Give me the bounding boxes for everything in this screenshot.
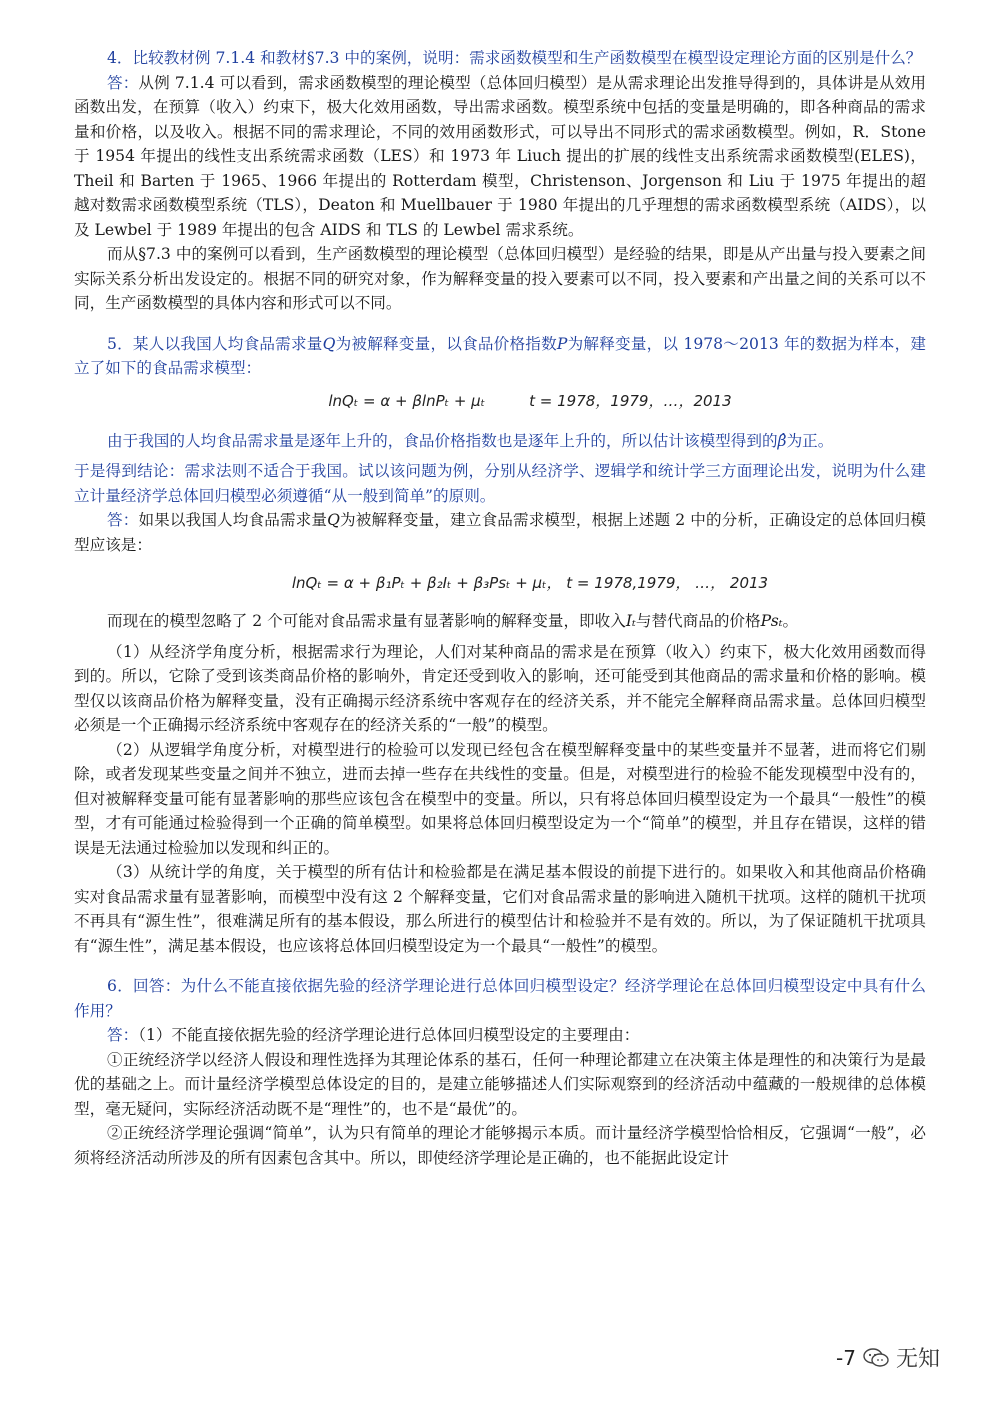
var-ps: Psₜ (760, 612, 783, 630)
answer-5-para-2 (74, 609, 926, 634)
answer-6-reason-2: ②正统经济学理论强调“简单”，认为只有简单的理论才能够揭示本质。而计量经济学模型恰恰相反，它强调“一般”，必须将经济活动所涉及的所有因素包含其中。所以，即使经济学理论是正确的，也不能据此设定计 (74, 1124, 926, 1167)
question-5-part-2 (74, 429, 926, 454)
answer-5-point-2: （2）从逻辑学角度分析，对模型进行的检验可以发现已经包含在模型解释变量中的某些变量并不显著，进而将它们剔除，或者发现某些变量之间并不独立，进而去掉一些存在共线性的变量。但是，对模型进行的检验不能发现模型中没有的，但对被解释变量可能有显著影响的那些应该包含在模型中的变量。所以，只有将总体回归模型设定为一个最具“一般性”的模型，才有可能通过检验得到一个正确的简单模型。如果将总体回归模型设定为一个“简单”的模型，并且存在错误，这样的错误是无法通过检验加以发现和纠正的。 (74, 740, 926, 857)
answer-label: 答： (107, 511, 139, 529)
formula-1 (74, 381, 926, 421)
formula-1-lhs: lnQₜ = α + βlnPₜ + μₜ (328, 391, 486, 410)
answer-5-point-1: （1）从经济学角度分析，根据需求行为理论，人们对某种商品的需求是在预算（收入）约束下，极大化效用函数而得到的。所以，它除了受到该类商品价格的影响外，肯定还受到收入的影响，还可能受到其他商品的需求量和价格的影响。模型仅以该商品价格为解释变量，没有正确揭示经济系统中客观存在的经济关系，并不能完全解释商品需求量。总体回归模型必须是一个正确揭示经济系统中客观存在的经济关系的“一般”的模型。 (74, 642, 926, 734)
beta-hat: β̂ (777, 431, 787, 450)
formula-1-rhs: t = 1978，1979，…，2013 (529, 391, 732, 410)
q5-text-b: 为被解释变量，以食品价格指数 (335, 334, 557, 353)
answer-4-para-2: 而从§7.3 中的案例可以看到，生产函数模型的理论模型（总体回归模型）是经验的结果，即是从产出量与投入要素之间实际关系分析出发设定的。根据不同的研究对象，作为解释变量的投入要素可以不同，投入要素和产出量之间的关系可以不同，生产函数模型的具体内容和形式可以不同。 (74, 245, 926, 312)
spacer (74, 958, 926, 974)
question-4: 4．比较教材例 7.1.4 和教材§7.3 中的案例，说明：需求函数模型和生产函数模型在模型设定理论方面的区别是什么？ (107, 49, 922, 67)
answer-label: 答： (107, 73, 139, 92)
a5-p2-text-b: 与替代商品的价格 (635, 612, 761, 630)
a5-text-b: 为被解释变量，建立食品需求模型，根据上述题 2 中的分析，正确设定的总体回归模型应该是： (74, 511, 926, 554)
answer-5-para-1 (74, 508, 926, 557)
q5-text-e: 为正。 (786, 431, 834, 450)
question-5-part-1 (74, 332, 926, 381)
footer (836, 1342, 940, 1373)
question-5-part-3: 于是得到结论：需求法则不适合于我国。试以该问题为例，分别从经济学、逻辑学和统计学三方面理论出发，说明为什么建立计量经济学总体回归模型必须遵循“从一般到简单”的原则。 (74, 462, 926, 505)
answer-4-para-1 (74, 71, 926, 243)
answer-6-intro (74, 1023, 926, 1048)
a5-p2-text-c: 。 (782, 612, 799, 630)
page-number: -7 (836, 1345, 856, 1370)
q5-text-a: 5．某人以我国人均食品需求量 (107, 334, 323, 353)
var-p: P (556, 334, 568, 353)
wechat-icon (862, 1347, 890, 1369)
formula-2: lnQₜ = α + β₁Pₜ + β₂Iₜ + β₃Psₜ + μₜ， t = 1978,1979， …， 2013 (291, 574, 769, 592)
q5-text-c: 为解释变量，以 1978～2013 年的数据为样本，建立了如下的食品需求模型： (74, 334, 926, 377)
q5-text-d: 由于我国的人均食品需求量是逐年上升的，食品价格指数也是逐年上升的，所以估计该模型得到的 (107, 431, 778, 450)
answer-5-point-3: （3）从统计学的角度，关于模型的所有估计和检验都是在满足基本假设的前提下进行的。如果收入和其他商品价格确实对食品需求量有显著影响，而模型中没有这 2 个解释变量，它们对食品需求量的影响进入随机干扰项。这样的随机干扰项不再具有“源生性”，很难满足所有的基本假设，那么所进行的模型估计和检验并不是有效的。所以，为了保证随机干扰项具有“源生性”，满足基本假设，也应该将总体回归模型设定为一个最具“一般性”的模型。 (74, 863, 926, 955)
watermark-text: 无知 (895, 1347, 940, 1372)
answer-label: 答： (107, 1026, 139, 1044)
a5-p2-text-a: 而现在的模型忽略了 2 个可能对食品需求量有显著影响的解释变量，即收入 (107, 612, 626, 630)
var-q: Q (327, 511, 340, 529)
var-q: Q (322, 334, 336, 353)
spacer (74, 316, 926, 332)
question-6: 6．回答：为什么不能直接依据先验的经济学理论进行总体回归模型设定？经济学理论在总体回归模型设定中具有什么作用？ (74, 977, 926, 1020)
var-i: Iₜ (625, 612, 636, 630)
document-page (74, 46, 926, 1170)
answer-6-reason-1: ①正统经济学以经济人假设和理性选择为其理论体系的基石，任何一种理论都建立在决策主体是理性的和决策行为是最优的基础之上。而计量经济学模型总体设定的目的，是建立能够描述人们实际观察到的经济活动中蕴藏的一般规律的总体模型，毫无疑问，实际经济活动既不是“理性”的，也不是“最优”的。 (74, 1050, 926, 1118)
a5-text-a: 如果以我国人均食品需求量 (138, 511, 328, 529)
a6-intro-text: （1）不能直接依据先验的经济学理论进行总体回归模型设定的主要理由： (138, 1026, 640, 1044)
answer-4-text-1: 从例 7.1.4 可以看到，需求函数模型的理论模型（总体回归模型）是从需求理论出发推导得到的，具体讲是从效用函数出发，在预算（收入）约束下，极大化效用函数，导出需求函数。模型系统中包括的变量是明确的，即各种商品的需求量和价格，以及收入。根据不同的需求理论，不同的效用函数形式，可以导出不同形式的需求函数模型。例如，R．Stone 于 1954 年提出的线性支出系统需求函数（LES）和 1973 年 Liuch 提出的扩展的线性支出系统需求函数模型(ELES)，Theil 和 Barten 于 1965、1966 年提出的 Rotterdam 模型，Christenson、Jorgenson 和 Liu 于 1975 年提出的超越对数需求函数模型系统（TLS），Deaton 和 Muellbauer 于 1980 年提出的几乎理想的需求函数模型系统（AIDS），以及 Lewbel 于 1989 年提出的包含 AIDS 和 TLS 的 Lewbel 需求系统。 (74, 73, 926, 239)
